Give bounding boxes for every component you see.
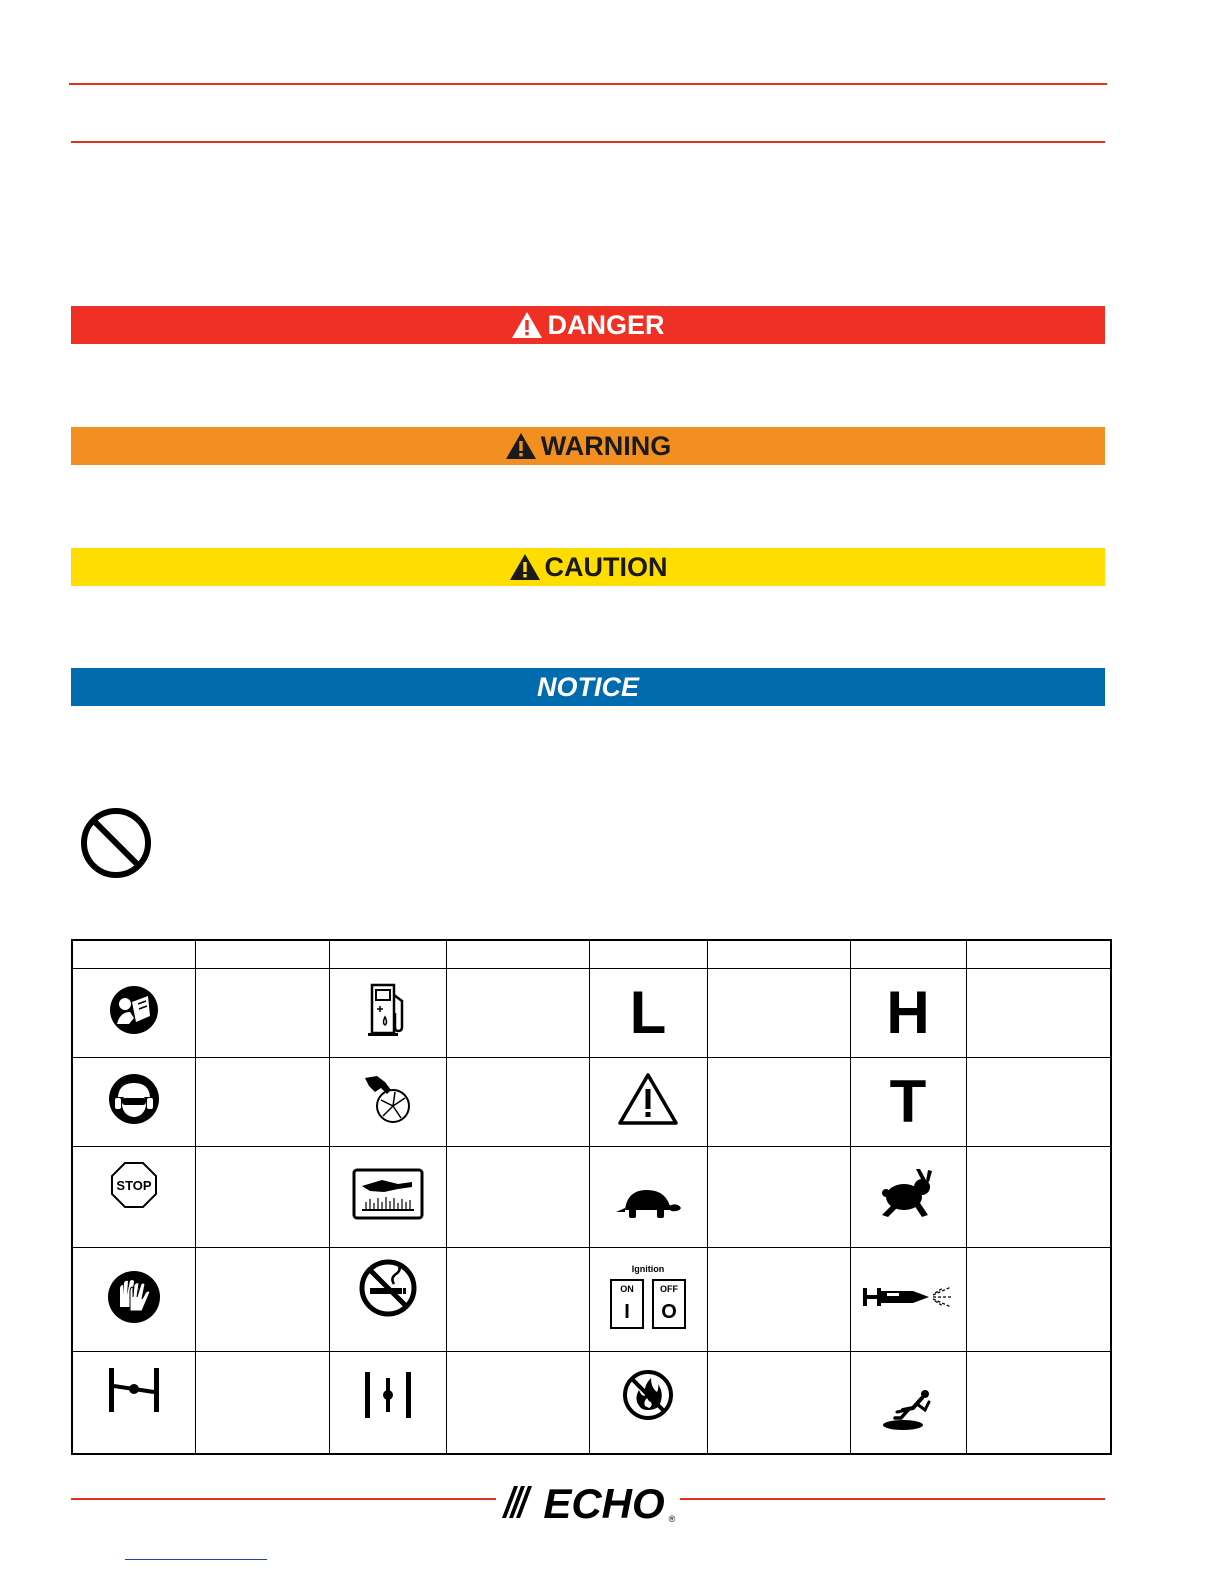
description-cell bbox=[446, 1351, 589, 1454]
description-cell bbox=[707, 1247, 850, 1351]
description-cell bbox=[707, 1057, 850, 1146]
table-row bbox=[72, 1146, 1111, 1247]
symbol-cell bbox=[72, 968, 195, 1057]
prohibition-icon bbox=[79, 806, 153, 880]
symbol-cell bbox=[589, 1057, 707, 1146]
description-cell bbox=[966, 1247, 1111, 1351]
ignition-title: Ignition bbox=[631, 1263, 665, 1274]
description-cell bbox=[195, 1146, 329, 1247]
danger-label: DANGER bbox=[547, 309, 665, 340]
table-cell bbox=[707, 940, 850, 968]
symbol-cell bbox=[589, 1247, 707, 1351]
symbol-cell bbox=[850, 1146, 966, 1247]
stop-sign-icon bbox=[110, 1161, 158, 1209]
description-cell bbox=[446, 1146, 589, 1247]
table-cell bbox=[850, 940, 966, 968]
description-cell bbox=[966, 1057, 1111, 1146]
table-row bbox=[72, 1057, 1111, 1146]
description-cell bbox=[966, 1146, 1111, 1247]
ignition-off-mark: O bbox=[661, 1300, 677, 1323]
header-rule-bottom bbox=[71, 141, 1105, 143]
stop-sign-label: STOP bbox=[116, 1177, 152, 1193]
symbol-cell bbox=[72, 1057, 195, 1146]
no-fire-icon bbox=[621, 1368, 675, 1422]
table-header-row bbox=[72, 940, 1111, 968]
table-cell bbox=[446, 940, 589, 968]
slip-hazard-icon bbox=[881, 1388, 935, 1432]
ignition-switch-icon bbox=[607, 1262, 689, 1332]
symbol-cell bbox=[329, 1351, 446, 1454]
table-row bbox=[72, 968, 1111, 1057]
description-cell bbox=[446, 1057, 589, 1146]
alert-triangle-icon bbox=[511, 311, 543, 339]
gloves-icon bbox=[106, 1269, 162, 1325]
symbol-cell bbox=[329, 968, 446, 1057]
throttle-letter: T bbox=[889, 1067, 927, 1135]
table-row bbox=[72, 1351, 1111, 1454]
header-rule-top bbox=[69, 83, 1107, 85]
description-cell bbox=[707, 1146, 850, 1247]
notice-label: NOTICE bbox=[536, 671, 639, 702]
description-cell bbox=[195, 1057, 329, 1146]
symbol-cell bbox=[589, 1351, 707, 1454]
description-cell bbox=[966, 968, 1111, 1057]
hand-fan-hazard-icon bbox=[361, 1072, 415, 1126]
symbol-cell bbox=[850, 1351, 966, 1454]
warning-label: WARNING bbox=[540, 430, 672, 461]
description-cell bbox=[707, 1351, 850, 1454]
table-cell bbox=[329, 940, 446, 968]
choke-open-icon bbox=[361, 1370, 415, 1420]
table-cell bbox=[966, 940, 1111, 968]
danger-banner bbox=[71, 306, 1105, 344]
symbol-cell bbox=[589, 1146, 707, 1247]
table-cell bbox=[72, 940, 195, 968]
hot-surface-icon bbox=[352, 1168, 424, 1220]
description-cell bbox=[195, 1247, 329, 1351]
symbol-table bbox=[71, 939, 1112, 1455]
eye-ear-protection-icon bbox=[107, 1072, 161, 1126]
symbol-cell bbox=[329, 1057, 446, 1146]
description-cell bbox=[707, 968, 850, 1057]
table-cell bbox=[589, 940, 707, 968]
fast-rabbit-icon bbox=[878, 1167, 938, 1221]
table-cell bbox=[195, 940, 329, 968]
ignition-on-mark: I bbox=[624, 1300, 630, 1323]
alert-triangle-icon bbox=[505, 432, 537, 460]
symbol-cell bbox=[329, 1146, 446, 1247]
description-cell bbox=[446, 968, 589, 1057]
symbol-cell bbox=[850, 968, 966, 1057]
slow-turtle-icon bbox=[613, 1186, 683, 1222]
ignition-on-label: ON bbox=[620, 1283, 634, 1294]
symbol-cell bbox=[329, 1247, 446, 1351]
warning-banner bbox=[71, 427, 1105, 465]
notice-banner bbox=[71, 668, 1105, 706]
echo-logo bbox=[500, 1480, 680, 1526]
symbol-cell bbox=[72, 1351, 195, 1454]
description-cell bbox=[195, 1351, 329, 1454]
symbol-cell bbox=[589, 968, 707, 1057]
high-speed-letter: H bbox=[886, 978, 930, 1046]
caution-banner bbox=[71, 548, 1105, 586]
symbol-cell bbox=[850, 1057, 966, 1146]
footer-rule-left bbox=[71, 1498, 496, 1500]
table-row bbox=[72, 1247, 1111, 1351]
description-cell bbox=[446, 1247, 589, 1351]
read-manual-icon bbox=[108, 984, 160, 1036]
alert-triangle-icon bbox=[509, 553, 541, 581]
echo-logo-text: ECHO bbox=[543, 1480, 665, 1526]
no-smoking-icon bbox=[358, 1258, 418, 1318]
bottom-link-underline[interactable] bbox=[125, 1559, 267, 1560]
low-speed-letter: L bbox=[629, 978, 667, 1046]
primer-syringe-icon bbox=[861, 1282, 955, 1312]
symbol-cell bbox=[72, 1247, 195, 1351]
alert-triangle-icon bbox=[617, 1072, 679, 1126]
ignition-off-label: OFF bbox=[660, 1283, 678, 1294]
fuel-pump-icon bbox=[366, 981, 410, 1039]
caution-label: CAUTION bbox=[544, 551, 668, 582]
choke-closed-icon bbox=[107, 1366, 161, 1414]
symbol-cell bbox=[850, 1247, 966, 1351]
description-cell bbox=[966, 1351, 1111, 1454]
footer-rule-right bbox=[680, 1498, 1105, 1500]
description-cell bbox=[195, 968, 329, 1057]
symbol-cell bbox=[72, 1146, 195, 1247]
registered-mark: ® bbox=[668, 1514, 676, 1524]
